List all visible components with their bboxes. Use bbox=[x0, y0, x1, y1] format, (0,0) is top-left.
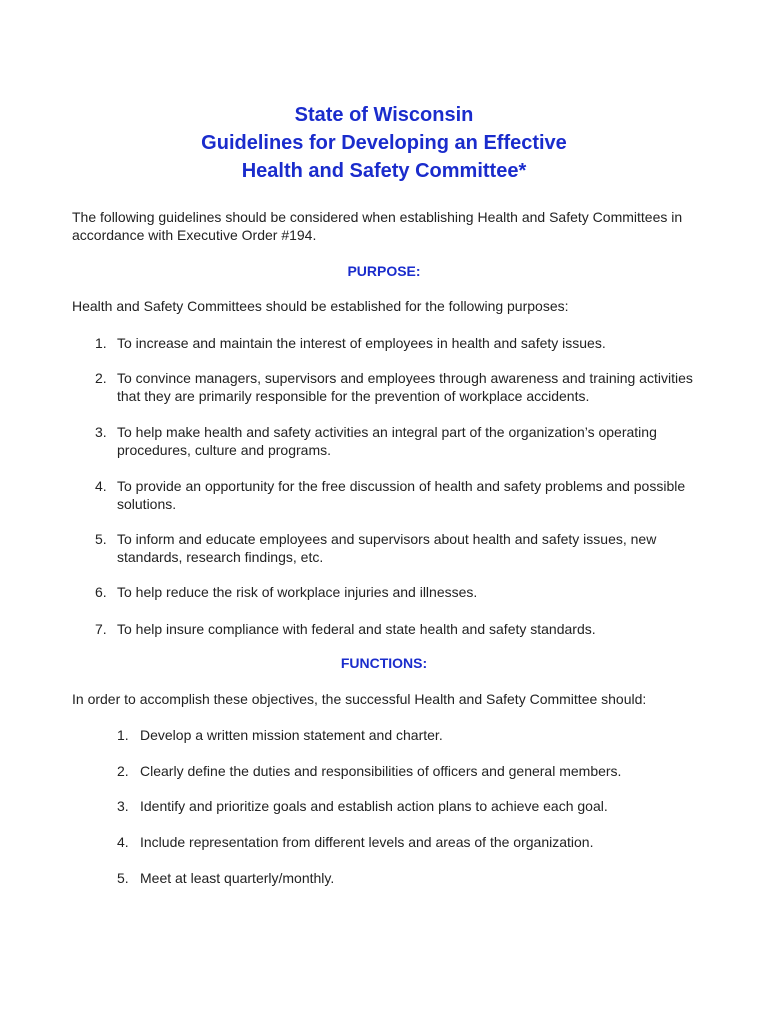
list-number: 3. bbox=[117, 798, 129, 814]
document-title bbox=[0, 101, 768, 185]
list-text: To inform and educate employees and supervisors about health and safety issues, new standards, research findings, etc. bbox=[117, 531, 657, 565]
functions-lead: In order to accomplish these objectives, the successful Health and Safety Committee should: bbox=[72, 691, 647, 707]
intro-paragraph: The following guidelines should be considered when establishing Health and Safety Committees in accordance with Executive Order #194. bbox=[72, 209, 683, 243]
functions-heading: FUNCTIONS: bbox=[340, 655, 428, 671]
list-text: To increase and maintain the interest of employees in health and safety issues. bbox=[117, 335, 606, 351]
purpose-lead: Health and Safety Committees should be established for the following purposes: bbox=[72, 298, 569, 314]
list-number: 6. bbox=[95, 584, 107, 600]
list-text: Clearly define the duties and responsibilities of officers and general members. bbox=[140, 763, 622, 779]
title-line-2: Guidelines for Developing an Effective bbox=[201, 132, 567, 154]
list-number: 4. bbox=[117, 834, 129, 850]
list-text: Include representation from different levels and areas of the organization. bbox=[140, 834, 594, 850]
list-text: To help insure compliance with federal and state health and safety standards. bbox=[117, 621, 596, 637]
list-number: 5. bbox=[95, 531, 107, 547]
list-text: To convince managers, supervisors and employees through awareness and training activities that they are primarily responsible for the prevention of workplace accidents. bbox=[117, 370, 693, 404]
list-number: 7. bbox=[95, 621, 107, 637]
title-line-1: State of Wisconsin bbox=[294, 104, 474, 126]
list-number: 3. bbox=[95, 424, 107, 440]
purpose-heading: PURPOSE: bbox=[347, 263, 421, 279]
title-line-3: Health and Safety Committee* bbox=[241, 160, 527, 182]
list-number: 1. bbox=[117, 727, 129, 743]
list-number: 5. bbox=[117, 870, 129, 886]
list-number: 2. bbox=[117, 763, 129, 779]
list-text: Identify and prioritize goals and establish action plans to achieve each goal. bbox=[140, 798, 608, 814]
list-text: To help make health and safety activities an integral part of the organization’s operating procedures, culture and programs. bbox=[117, 424, 657, 458]
list-text: To provide an opportunity for the free discussion of health and safety problems and possible solutions. bbox=[117, 478, 686, 512]
list-number: 1. bbox=[95, 335, 107, 351]
list-text: To help reduce the risk of workplace injuries and illnesses. bbox=[117, 584, 478, 600]
list-number: 2. bbox=[95, 370, 107, 386]
list-text: Develop a written mission statement and charter. bbox=[140, 727, 443, 743]
list-text: Meet at least quarterly/monthly. bbox=[140, 870, 335, 886]
list-number: 4. bbox=[95, 478, 107, 494]
